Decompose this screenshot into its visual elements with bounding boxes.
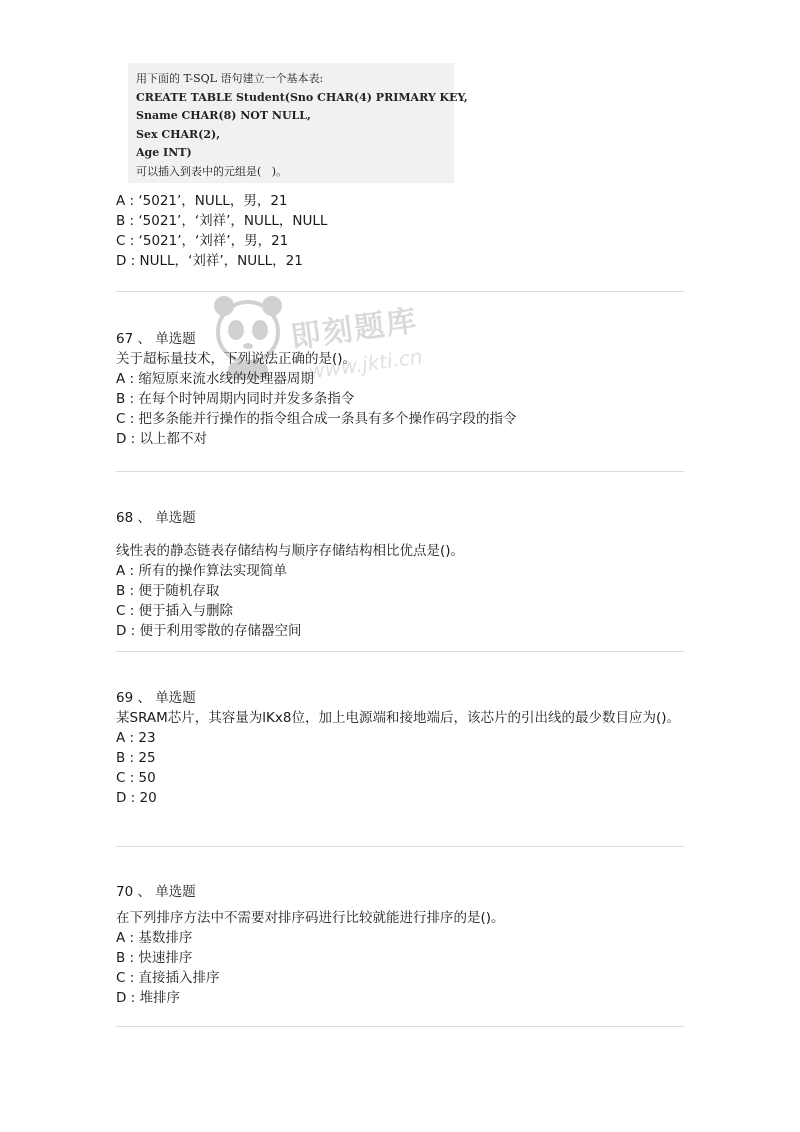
divider (116, 846, 684, 847)
code-line: CREATE TABLE Student(Sno CHAR(4) PRIMARY KEY, (136, 90, 468, 104)
option-d: D : 便于利用零散的存储器空间 (116, 623, 302, 639)
option-c: C : 把多条能并行操作的指令组合成一条具有多个操作码字段的指令 (116, 411, 517, 427)
code-line: 可以插入到表中的元组是( )。 (136, 164, 288, 178)
question-70 (116, 882, 692, 1008)
code-line: Sname CHAR(8) NOT NULL, (136, 109, 311, 122)
question-69 (116, 688, 692, 808)
question-stem: 线性表的静态链表存储结构与顺序存储结构相比优点是()。 (116, 543, 465, 559)
question-66-code-image (128, 63, 468, 183)
option-b: B : ‘5021’，‘刘祥’，NULL，NULL (116, 213, 328, 229)
code-line: 用下面的 T-SQL 语句建立一个基本表: (136, 72, 324, 85)
option-b: B : 在每个时钟周期内同时并发多条指令 (116, 391, 355, 407)
code-line: Age INT) (136, 146, 192, 159)
divider (116, 471, 684, 472)
question-stem: 某SRAM芯片，其容量为lKx8位，加上电源端和接地端后，该芯片的引出线的最少数目应为()。 (116, 710, 680, 726)
option-b: B : 便于随机存取 (116, 583, 220, 599)
question-stem: 关于超标量技术，下列说法正确的是()。 (116, 351, 357, 367)
divider (116, 651, 684, 652)
option-d: D : 堆排序 (116, 990, 181, 1006)
option-c: C : ‘5021’，‘刘祥’，男，21 (116, 233, 289, 249)
option-b: B : 快速排序 (116, 950, 193, 966)
question-header: 68 、 单选题 (116, 510, 196, 526)
option-d: D : 20 (116, 790, 157, 806)
question-header: 67 、 单选题 (116, 331, 196, 347)
code-line: Sex CHAR(2), (136, 127, 221, 141)
question-header: 70 、 单选题 (116, 884, 196, 900)
question-stem: 在下列排序方法中不需要对排序码进行比较就能进行排序的是()。 (116, 910, 505, 926)
option-d: D : NULL，‘刘祥’，NULL，21 (116, 253, 303, 269)
option-c: C : 便于插入与删除 (116, 603, 234, 619)
option-c: C : 直接插入排序 (116, 970, 220, 986)
watermark-url: www.jkti.cn (306, 344, 424, 384)
question-67 (116, 329, 692, 449)
question-68 (116, 508, 692, 641)
option-c: C : 50 (116, 770, 156, 786)
question-header: 69 、 单选题 (116, 690, 196, 706)
option-a: A : 基数排序 (116, 930, 193, 946)
option-b: B : 25 (116, 750, 156, 766)
divider (116, 291, 684, 292)
option-d: D : 以上都不对 (116, 431, 208, 447)
question-66-options (116, 191, 716, 271)
option-a: A : ‘5021’，NULL，男，21 (116, 193, 288, 209)
option-a: A : 23 (116, 730, 156, 746)
option-a: A : 所有的操作算法实现简单 (116, 563, 287, 579)
option-a: A : 缩短原来流水线的处理器周期 (116, 371, 314, 387)
divider (116, 1026, 684, 1027)
watermark-text: 即刻题库 (288, 303, 421, 356)
